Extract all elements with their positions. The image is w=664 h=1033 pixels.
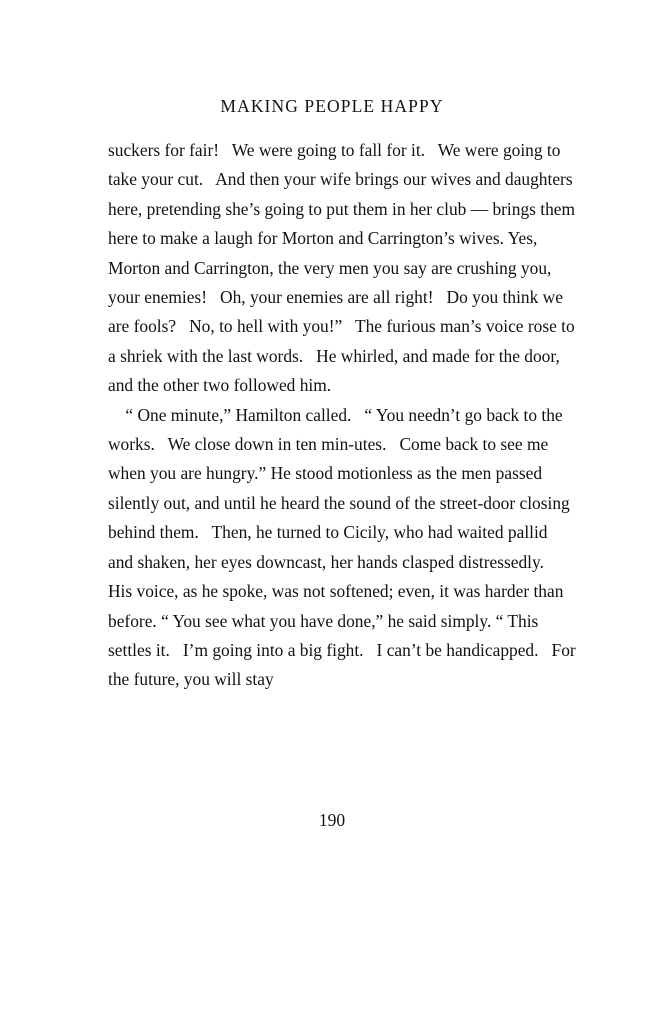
body-text	[108, 136, 581, 695]
paragraph: suckers for fair! We were going to fall for it. We were going to take your cut. And then your wife brings our wives and daughters here, pretending she’s going to put them in her club — brings them here to make a laugh for Morton and Carrington’s wives. Yes, Morton and Carrington, the very men you say are crushing you, your enemies! Oh, your enemies are all right! Do you think we are fools? No, to hell with you!” The furious man’s voice rose to a shriek with the last words. He whirled, and made for the door, and the other two followed him.	[108, 140, 580, 396]
paragraph: “ One minute,” Hamilton called. “ You needn’t go back to the works. We close down in ten min-utes. Come back to see me when you are hungry.” He stood motionless as the men passed silently out, and until he heard the sound of the street-door closing behind them. Then, he turned to Cicily, who had waited pallid and shaken, her eyes downcast, her hands clasped distressedly. His voice, as he spoke, was not softened; even, it was harder than before. “ You see what you have done,” he said simply. “ This settles it. I’m going into a big fight. I can’t be handicapped. For the future, you will stay	[108, 404, 581, 690]
running-head: MAKING PEOPLE HAPPY	[220, 96, 444, 116]
page-number: 190	[318, 810, 346, 830]
